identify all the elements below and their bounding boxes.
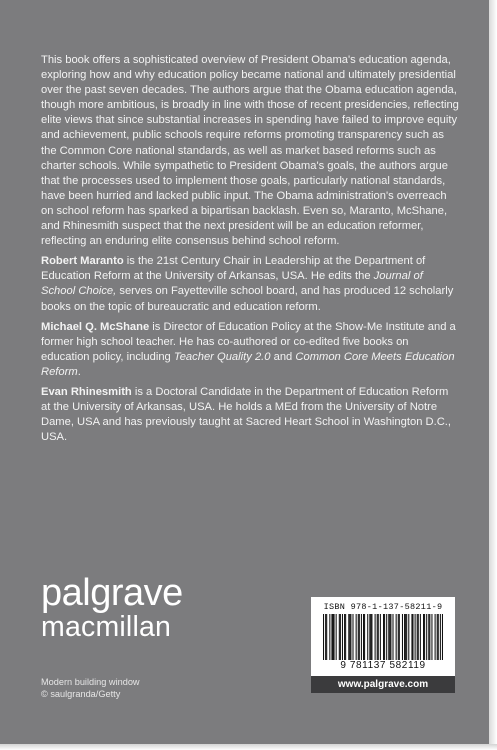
author-name: Michael Q. McShane <box>41 320 150 333</box>
author-bio-maranto <box>41 254 459 314</box>
publisher-website[interactable]: www.palgrave.com <box>311 676 455 693</box>
author-bio-text: . <box>77 365 81 378</box>
author-name: Evan Rhinesmith <box>41 385 132 398</box>
back-cover-text <box>41 53 459 450</box>
barcode-number: 9 781137 582119 <box>340 660 426 671</box>
author-bio-text: and <box>270 350 296 363</box>
author-bio-mcshane <box>41 320 459 380</box>
isbn-label: ISBN 978-1-137-58211-9 <box>323 602 443 612</box>
credit-line2: © saulgranda/Getty <box>41 689 121 699</box>
book-description: This book offers a sophisticated overview of President Obama's education agenda, exploring how and why education policy became national and ultimately presidential over the past seven decades. The authors argue that the Obama education agenda, though more ambitious, is broadly in line with those of recent presidencies, reflecting elite views that since substantial increases in spending have failed to improve equity and achievement, public schools require reforms promoting transparency such as the Common Core national standards, as well as market based reforms such as charter schools. While sympathetic to President Obama's goals, the authors argue that the processes used to implement those goals, particularly national standards, have been hurried and lacked public input. The Obama administration's overreach on school reform has sparked a bipartisan backlash. Even so, Maranto, McShane, and Rhinesmith suspect that the next president will be an education reformer, reflecting an enduring elite consensus behind school reform. <box>41 54 459 248</box>
author-bio-text: is a Doctoral Candidate in the Department of Education Reform at the University of Arkansas, USA. He holds a MEd from the University of Notre Dame, USA and has previously taught at Sacred Heart School in Washington D.C., USA. <box>41 385 452 444</box>
barcode-icon <box>323 614 443 660</box>
credit-line1: Modern building window <box>41 677 140 687</box>
book-title: Teacher Quality 2.0 <box>173 350 271 363</box>
page-edge-bottom <box>0 744 497 750</box>
book-title: Common Core Meets Education Reform <box>41 350 455 378</box>
author-name: Robert Maranto <box>41 255 124 268</box>
publisher-logo <box>41 574 183 642</box>
author-bio-text: is Director of Education Policy at the Show-Me Institute and a former high school teacher. He has co-authored or co-edited five books on education policy, including <box>41 320 456 363</box>
publisher-logo-line2: macmillan <box>41 611 172 643</box>
author-bio-rhinesmith <box>41 385 459 445</box>
page-edge-right <box>489 0 497 750</box>
barcode-panel <box>311 597 455 676</box>
author-bio-text: is the 21st Century Chair in Leadership at the Department of Education Reform at the University of Arkansas, USA. He edits the <box>41 255 426 283</box>
author-bio-text: serves on Fayetteville school board, and has produced 12 scholarly books on the topic of bureaucratic and education reform. <box>41 285 454 313</box>
cover-image-credit <box>41 676 140 700</box>
journal-title: Journal of School Choice, <box>41 270 423 298</box>
publisher-logo-line1: palgrave <box>41 572 183 614</box>
